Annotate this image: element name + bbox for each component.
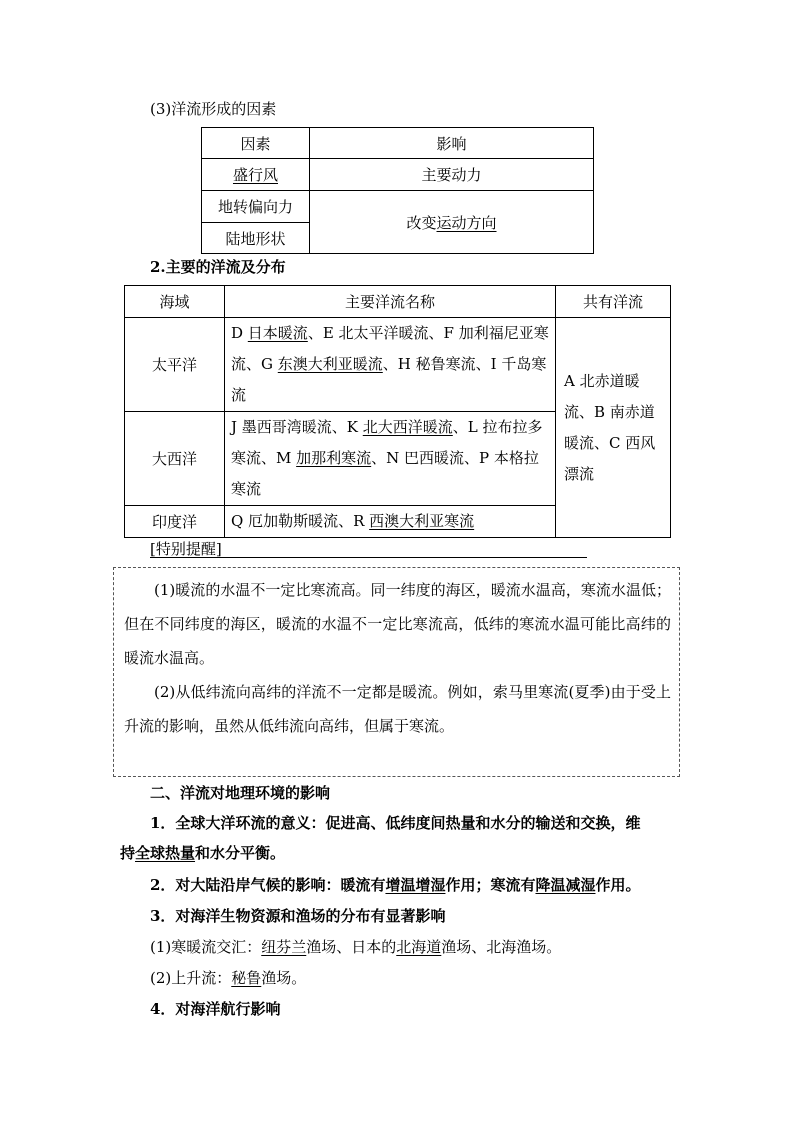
item-4: 4．对海洋航行影响 (150, 1000, 281, 1018)
item-2: 2．对大陆沿岸气候的影响：暖流有增温增湿作用；寒流有降温减湿作用。 (150, 876, 641, 894)
ocean-pacific: 太平洋 (125, 318, 225, 412)
pacific-currents: D 日本暖流、E 北太平洋暖流、F 加利福尼亚寒流、G 东澳大利亚暖流、H 秘鲁寒流、I 千岛寒流 (225, 318, 556, 412)
effect-change-direction: 改变运动方向 (310, 191, 594, 254)
currents-header-ocean: 海域 (125, 286, 225, 318)
indian-currents: Q 厄加勒斯暖流、R 西澳大利亚寒流 (225, 506, 556, 538)
factor-coriolis: 地转偏向力 (202, 191, 310, 223)
item-3-sub-1: (1)寒暖流交汇：纽芬兰渔场、日本的北海道渔场、北海渔场。 (150, 938, 562, 956)
currents-header-names: 主要洋流名称 (225, 286, 556, 318)
shared-currents: A 北赤道暖流、B 南赤道暖流、C 西风漂流 (556, 318, 671, 538)
section-2-title: 2.主要的洋流及分布 (150, 258, 286, 276)
tip-paragraph-2: (2)从低纬流向高纬的洋流不一定都是暖流。例如，索马里寒流(夏季)由于受上升流的影响，虽然从低纬流向高纬，但属于寒流。 (124, 683, 671, 735)
factors-table (201, 127, 594, 254)
item-3-sub-2: (2)上升流：秘鲁渔场。 (150, 969, 307, 987)
effect-main-force: 主要动力 (310, 159, 594, 191)
section-3-title: (3)洋流形成的因素 (150, 100, 277, 118)
tip-box (113, 567, 680, 777)
ocean-atlantic: 大西洋 (125, 412, 225, 506)
tip-paragraph-1: (1)暖流的水温不一定比寒流高。同一纬度的海区，暖流水温高，寒流水温低；但在不同纬度的海区，暖流的水温不一定比寒流高，低纬的寒流水温可能比高纬的暖流水温高。 (124, 581, 671, 667)
ocean-indian: 印度洋 (125, 506, 225, 538)
factors-header-effect: 影响 (310, 128, 594, 159)
item-1-cont: 持全球热量和水分平衡。 (120, 844, 286, 862)
tip-title-rule (150, 557, 587, 558)
section-two-title: 二、洋流对地理环境的影响 (150, 784, 331, 802)
atlantic-currents: J 墨西哥湾暖流、K 北大西洋暖流、L 拉布拉多寒流、M 加那利寒流、N 巴西暖流、P 本格拉寒流 (225, 412, 556, 506)
currents-table (124, 285, 671, 538)
item-1: 1．全球大洋环流的意义：促进高、低纬度间热量和水分的输送和交换，维 (150, 814, 641, 832)
factor-prevailing-wind: 盛行风 (202, 159, 310, 191)
currents-header-shared: 共有洋流 (556, 286, 671, 318)
item-3: 3．对海洋生物资源和渔场的分布有显著影响 (150, 907, 446, 925)
tip-title: [特别提醒] (150, 540, 222, 558)
factor-land-shape: 陆地形状 (202, 223, 310, 254)
factors-header-factor: 因素 (202, 128, 310, 159)
